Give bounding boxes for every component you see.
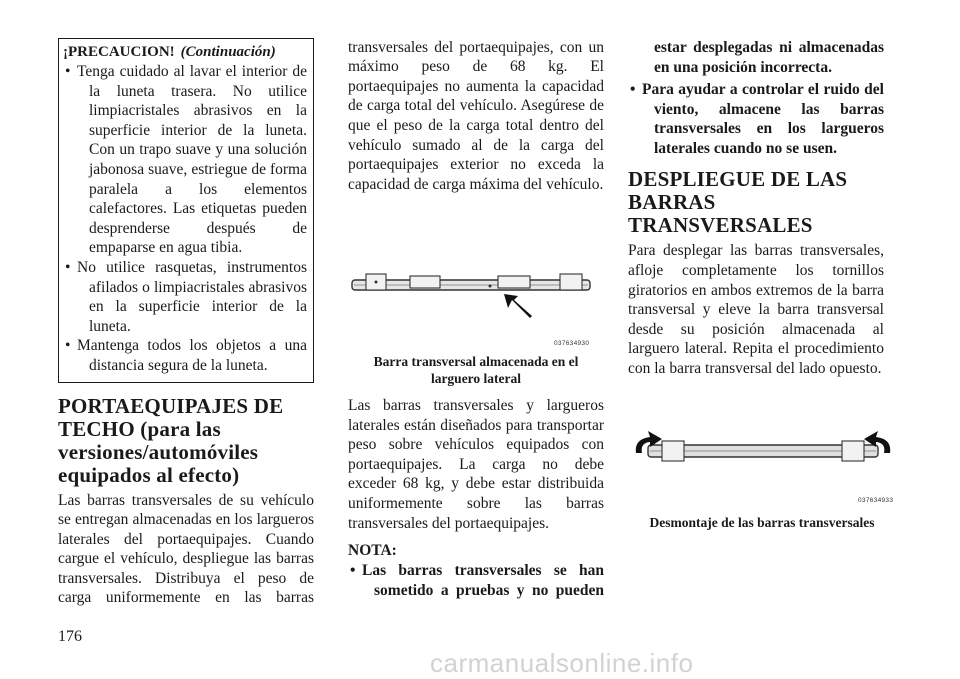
note-item: • Para ayudar a controlar el ruido del viento, almacene las barras transversales en los largueros laterales cuando no se usen. xyxy=(628,80,884,158)
figure-code: 037634933 xyxy=(858,496,894,504)
figure-caption: Barra transversal almacenada en el larguero lateral xyxy=(373,354,579,386)
caution-continued: (Continuación) xyxy=(180,44,276,60)
note-list xyxy=(348,561,604,601)
page-number: 176 xyxy=(58,628,82,645)
crossbar-removal-illustration xyxy=(628,415,896,501)
figure-caption: Desmontaje de las barras transversales xyxy=(649,514,875,530)
column-right xyxy=(628,38,896,545)
arrow-icon xyxy=(504,294,532,318)
note-list-continued xyxy=(628,38,884,77)
note-label: NOTA: xyxy=(348,542,397,560)
caution-list xyxy=(63,62,307,376)
caution-item: • No utilice rasquetas, instrumentos afilados o limpiacristales abrasivos en la superficie interior de la luneta. xyxy=(63,258,307,336)
roof-rack-paragraph-part1: Las barras transversales de su vehículo se entregan almacenadas en los largueros laterales del portaequipajes. Cuando cargue el vehículo, despliegue las barras transversales. Distribuya el peso de carga uniformemente en las barras xyxy=(58,491,314,607)
figure-code: 037634930 xyxy=(554,340,590,347)
note-list-second xyxy=(628,80,884,158)
caution-box xyxy=(58,38,314,383)
crossbar-capacity-paragraph: Las barras transversales y largueros laterales están diseñados para transportar peso sobre vehículos equipados con portaequipajes. La carga no debe exceder 68 kg, y debe estar distribuida uniformemente sobre las barras transversales del portaequipajes. xyxy=(348,397,604,532)
figure-stored-crossbar xyxy=(348,216,604,392)
note-item-continued: • estar desplegadas ni almacenadas en una posición incorrecta. xyxy=(628,38,884,77)
roof-rack-paragraph-continuation: transversales del portaequipajes, con un máximo peso de 68 kg. El portaequipajes no aumenta la capacidad de carga total del vehículo. Asegúrese de que el peso de la carga total dentro del vehículo sumado al de la carga del portaequipajes exterior no exceda la capacidad de carga máxima del vehículo. xyxy=(348,38,604,193)
caution-title: ¡PRECAUCION! xyxy=(63,44,175,60)
note-item-continuation-wrap xyxy=(628,38,896,78)
column-left xyxy=(58,38,314,609)
section-heading-deploy: DESPLIEGUE DE LAS BARRAS TRANSVERSALES xyxy=(628,167,848,238)
stored-crossbar-illustration xyxy=(348,216,604,346)
section-heading-roof-rack: PORTAEQUIPAJES DE TECHO (para las versiones/automóviles equipados al efecto) xyxy=(58,393,284,487)
column-middle xyxy=(348,38,604,601)
caution-item: • Tenga cuidado al lavar el interior de la luneta trasera. No utilice limpiacristales abrasivos en la superficie interior de la luneta. Con un trapo suave y una solución jabonosa suave, estriegue de forma paralela a los elementos calefactores. Las etiquetas pueden desprenderse después de empaparse en agua tibia. xyxy=(63,62,307,258)
deploy-paragraph: Para desplegar las barras transversales, afloje completamente los tornillos giratorios en ambos extremos de la barra transversal y eleve la barra transversal desde su posición almacenada al larguero lateral. Repita el procedimiento con la barra transversal del lado opuesto. xyxy=(628,242,884,377)
note-item: • Las barras transversales se han sometido a pruebas y no pueden xyxy=(348,561,604,601)
watermark: carmanualsonline.info xyxy=(430,648,694,678)
roof-rack-paragraph-part2 xyxy=(348,38,604,216)
caution-item: • Mantenga todos los objetos a una distancia segura de la luneta. xyxy=(63,336,307,375)
figure-crossbar-removal xyxy=(628,415,896,545)
caution-heading xyxy=(63,43,307,62)
